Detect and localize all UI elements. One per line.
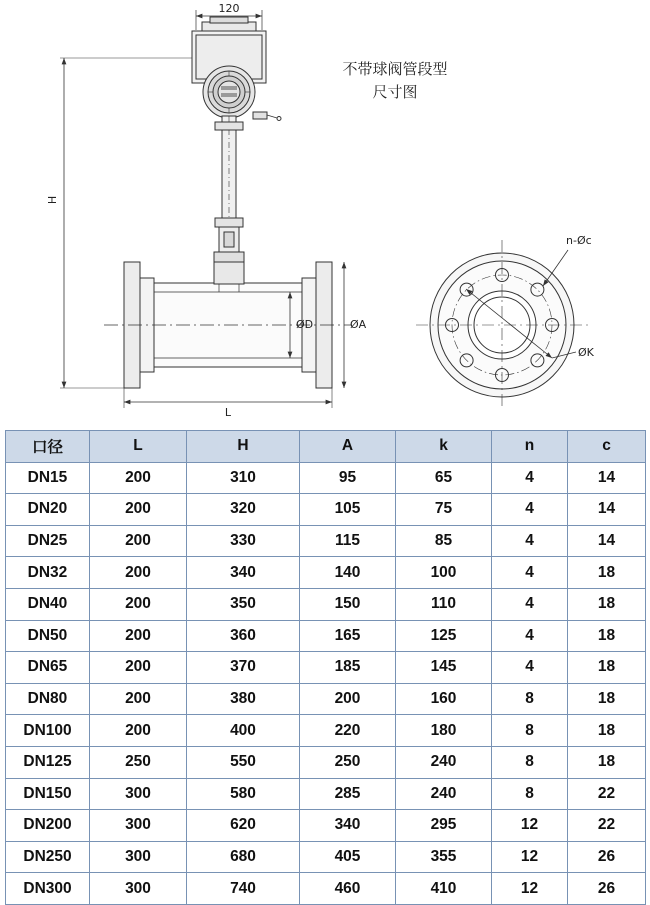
cell-dn: DN80 bbox=[6, 683, 90, 715]
cell-dn: DN32 bbox=[6, 557, 90, 589]
cell-c: 18 bbox=[568, 620, 646, 652]
cell-k: 100 bbox=[396, 557, 492, 589]
cell-h: 360 bbox=[187, 620, 300, 652]
cell-n: 4 bbox=[492, 462, 568, 494]
dim-label-D: ØD bbox=[296, 318, 314, 331]
cell-c: 14 bbox=[568, 525, 646, 557]
cell-l: 200 bbox=[90, 620, 187, 652]
cell-a: 220 bbox=[300, 715, 396, 747]
table-row bbox=[6, 620, 646, 652]
cell-n: 4 bbox=[492, 525, 568, 557]
cell-l: 200 bbox=[90, 652, 187, 684]
cell-c: 18 bbox=[568, 715, 646, 747]
cell-h: 370 bbox=[187, 652, 300, 684]
cell-c: 22 bbox=[568, 778, 646, 810]
cell-c: 18 bbox=[568, 652, 646, 684]
cell-dn: DN40 bbox=[6, 588, 90, 620]
technical-drawing bbox=[0, 0, 650, 425]
cell-dn: DN65 bbox=[6, 652, 90, 684]
cell-l: 200 bbox=[90, 557, 187, 589]
cell-k: 355 bbox=[396, 841, 492, 873]
cell-c: 26 bbox=[568, 841, 646, 873]
cell-h: 330 bbox=[187, 525, 300, 557]
cell-k: 240 bbox=[396, 778, 492, 810]
dim-label-A: ØA bbox=[350, 318, 367, 331]
drawing-title-line-2: 尺寸图 bbox=[372, 83, 418, 102]
cell-l: 200 bbox=[90, 494, 187, 526]
cell-a: 405 bbox=[300, 841, 396, 873]
dim-label-L: L bbox=[224, 406, 232, 419]
cell-k: 110 bbox=[396, 588, 492, 620]
cell-k: 75 bbox=[396, 494, 492, 526]
cell-h: 340 bbox=[187, 557, 300, 589]
cell-a: 95 bbox=[300, 462, 396, 494]
cell-l: 200 bbox=[90, 588, 187, 620]
table-row bbox=[6, 841, 646, 873]
table-row bbox=[6, 494, 646, 526]
col-header-c: c bbox=[568, 431, 646, 463]
cell-h: 740 bbox=[187, 873, 300, 905]
cell-c: 18 bbox=[568, 746, 646, 778]
cell-a: 140 bbox=[300, 557, 396, 589]
col-header-a: A bbox=[300, 431, 396, 463]
cell-k: 180 bbox=[396, 715, 492, 747]
cell-l: 300 bbox=[90, 873, 187, 905]
cell-a: 200 bbox=[300, 683, 396, 715]
cell-a: 150 bbox=[300, 588, 396, 620]
table-row bbox=[6, 652, 646, 684]
pipe-spool bbox=[104, 262, 352, 388]
cell-dn: DN100 bbox=[6, 715, 90, 747]
cell-l: 200 bbox=[90, 462, 187, 494]
cell-n: 12 bbox=[492, 873, 568, 905]
dim-L bbox=[124, 388, 332, 408]
cell-n: 8 bbox=[492, 746, 568, 778]
cell-h: 680 bbox=[187, 841, 300, 873]
cell-k: 410 bbox=[396, 873, 492, 905]
cell-dn: DN15 bbox=[6, 462, 90, 494]
transmitter-housing bbox=[192, 17, 281, 121]
cell-n: 4 bbox=[492, 588, 568, 620]
cell-n: 4 bbox=[492, 494, 568, 526]
cell-a: 165 bbox=[300, 620, 396, 652]
cell-l: 200 bbox=[90, 525, 187, 557]
cell-a: 340 bbox=[300, 810, 396, 842]
cell-a: 285 bbox=[300, 778, 396, 810]
cell-k: 125 bbox=[396, 620, 492, 652]
dim-label-top-width: 120 bbox=[218, 2, 240, 15]
cell-n: 12 bbox=[492, 810, 568, 842]
drawing-title-line-1: 不带球阀管段型 bbox=[342, 60, 448, 78]
col-header-dn: 口径 bbox=[6, 431, 90, 463]
table-row bbox=[6, 557, 646, 589]
cell-k: 85 bbox=[396, 525, 492, 557]
cell-n: 4 bbox=[492, 620, 568, 652]
cell-dn: DN300 bbox=[6, 873, 90, 905]
cell-h: 620 bbox=[187, 810, 300, 842]
flange-face-view bbox=[416, 240, 588, 410]
cell-l: 300 bbox=[90, 778, 187, 810]
col-header-l: L bbox=[90, 431, 187, 463]
cell-c: 22 bbox=[568, 810, 646, 842]
cell-k: 160 bbox=[396, 683, 492, 715]
cell-h: 550 bbox=[187, 746, 300, 778]
table-row bbox=[6, 525, 646, 557]
cell-h: 350 bbox=[187, 588, 300, 620]
cell-n: 8 bbox=[492, 715, 568, 747]
cell-c: 26 bbox=[568, 873, 646, 905]
cell-l: 200 bbox=[90, 715, 187, 747]
cell-n: 4 bbox=[492, 652, 568, 684]
cell-dn: DN25 bbox=[6, 525, 90, 557]
specification-table-container bbox=[5, 430, 645, 905]
cell-c: 14 bbox=[568, 494, 646, 526]
cell-k: 295 bbox=[396, 810, 492, 842]
cell-dn: DN125 bbox=[6, 746, 90, 778]
table-header-row bbox=[6, 431, 646, 463]
table-row bbox=[6, 873, 646, 905]
cell-h: 400 bbox=[187, 715, 300, 747]
cell-h: 380 bbox=[187, 683, 300, 715]
table-row bbox=[6, 810, 646, 842]
cell-n: 8 bbox=[492, 683, 568, 715]
col-header-n: n bbox=[492, 431, 568, 463]
cell-a: 115 bbox=[300, 525, 396, 557]
cell-c: 18 bbox=[568, 557, 646, 589]
cell-a: 185 bbox=[300, 652, 396, 684]
sensor-stem bbox=[214, 116, 244, 262]
cell-l: 300 bbox=[90, 841, 187, 873]
cell-k: 65 bbox=[396, 462, 492, 494]
table-body bbox=[6, 462, 646, 904]
table-row bbox=[6, 778, 646, 810]
cell-c: 18 bbox=[568, 683, 646, 715]
table-row bbox=[6, 746, 646, 778]
table-row bbox=[6, 715, 646, 747]
cell-a: 460 bbox=[300, 873, 396, 905]
cell-k: 240 bbox=[396, 746, 492, 778]
cell-dn: DN150 bbox=[6, 778, 90, 810]
cell-n: 4 bbox=[492, 557, 568, 589]
specification-table bbox=[5, 430, 646, 905]
dim-label-H: H bbox=[46, 195, 59, 205]
table-row bbox=[6, 462, 646, 494]
table-row bbox=[6, 683, 646, 715]
cell-h: 580 bbox=[187, 778, 300, 810]
cell-l: 200 bbox=[90, 683, 187, 715]
dim-label-K: ØK bbox=[578, 346, 594, 359]
cell-h: 320 bbox=[187, 494, 300, 526]
cell-c: 14 bbox=[568, 462, 646, 494]
cell-a: 105 bbox=[300, 494, 396, 526]
cell-l: 250 bbox=[90, 746, 187, 778]
cell-l: 300 bbox=[90, 810, 187, 842]
cell-dn: DN250 bbox=[6, 841, 90, 873]
table-row bbox=[6, 588, 646, 620]
cell-n: 8 bbox=[492, 778, 568, 810]
cell-a: 250 bbox=[300, 746, 396, 778]
cell-c: 18 bbox=[568, 588, 646, 620]
cell-n: 12 bbox=[492, 841, 568, 873]
cell-dn: DN200 bbox=[6, 810, 90, 842]
drawing-title bbox=[300, 58, 490, 105]
cell-h: 310 bbox=[187, 462, 300, 494]
cell-dn: DN50 bbox=[6, 620, 90, 652]
col-header-k: k bbox=[396, 431, 492, 463]
cell-dn: DN20 bbox=[6, 494, 90, 526]
dim-label-holes: n-Øc bbox=[566, 234, 592, 247]
col-header-h: H bbox=[187, 431, 300, 463]
cell-k: 145 bbox=[396, 652, 492, 684]
